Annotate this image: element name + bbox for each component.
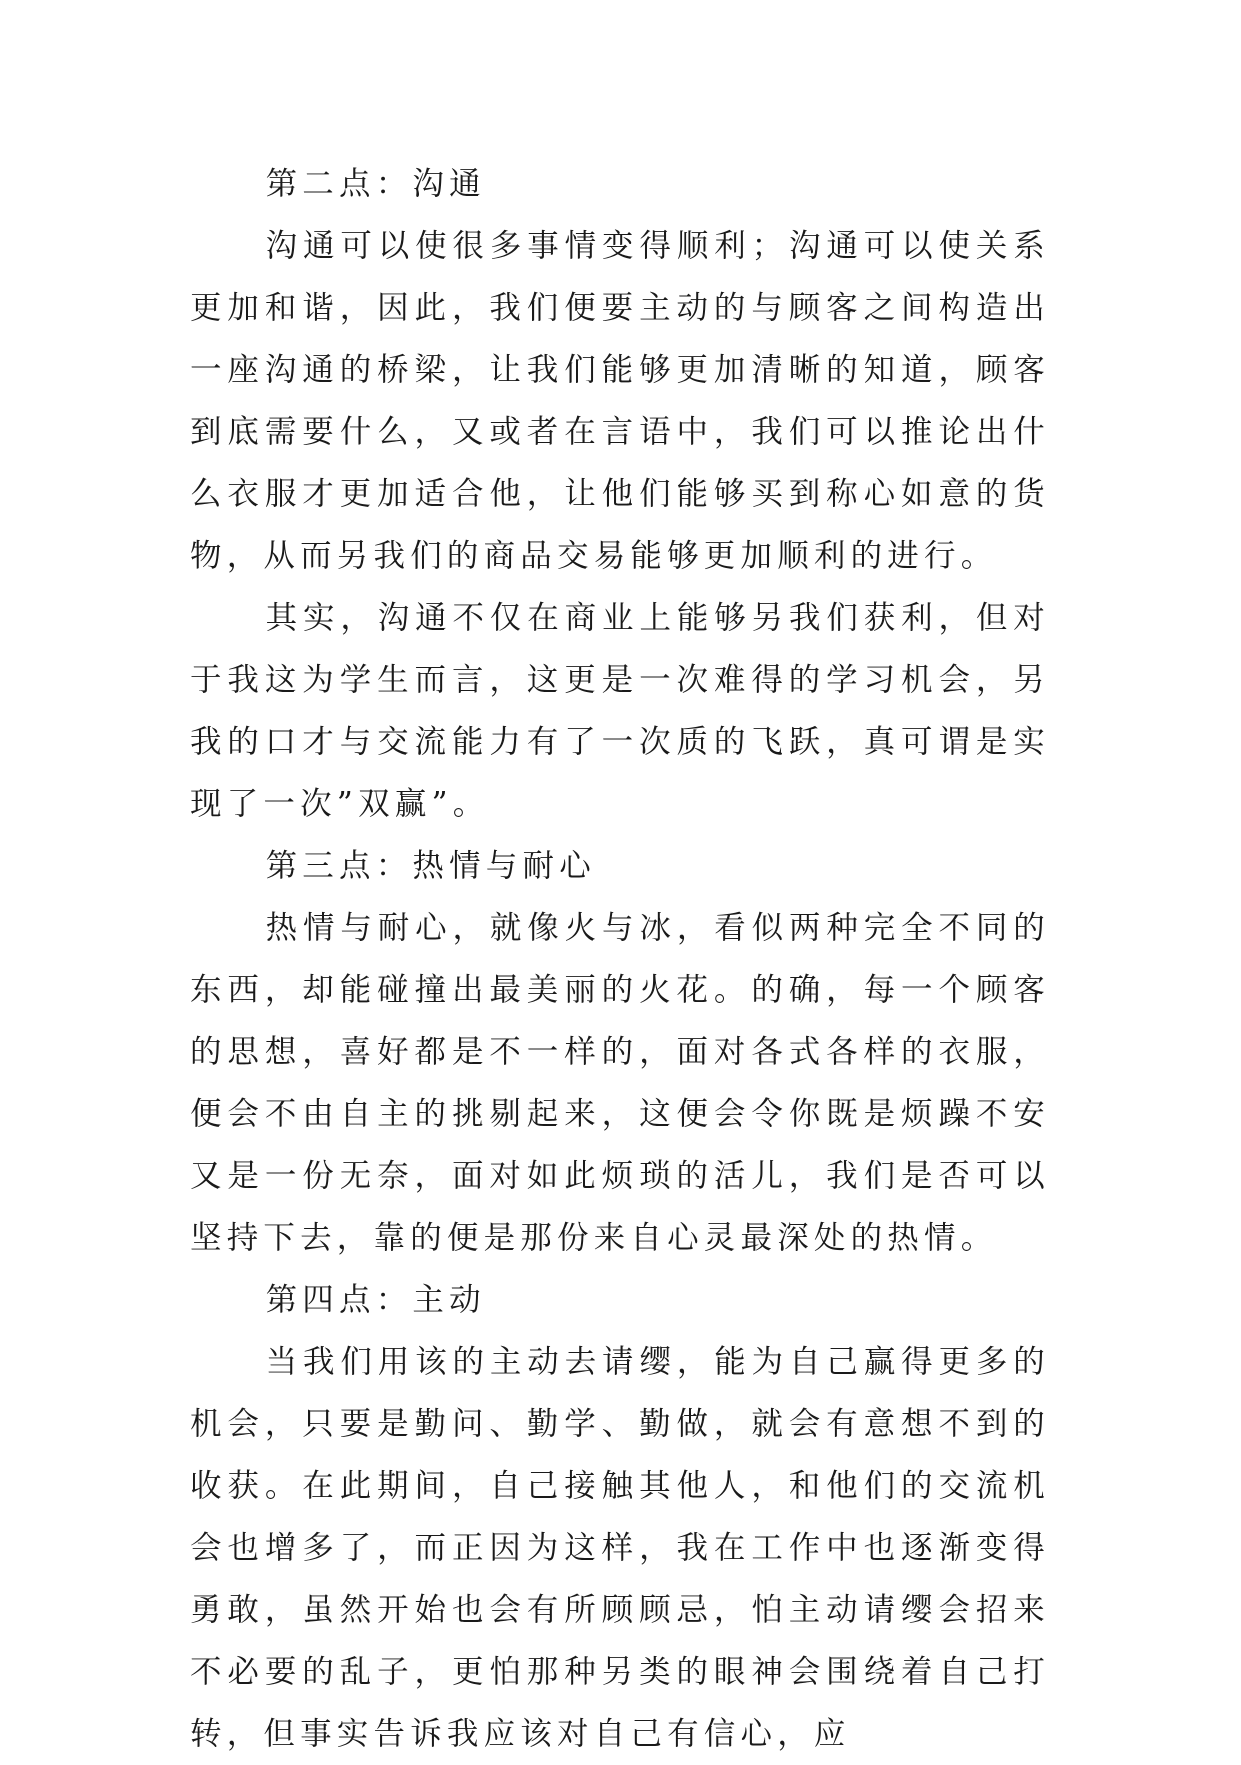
section-heading-communication: 第二点：沟通 [265, 166, 486, 202]
paragraph-communication-2: 其实，沟通不仅在商业上能够另我们获利，但对于我这为学生而言，这更是一次难得的学习机会，另我的口才与交流能力有了一次质的飞跃，真可谓是实现了一次”双赢”。 [190, 600, 1050, 822]
section-heading-enthusiasm-patience: 第三点：热情与耐心 [265, 848, 596, 884]
section-heading-initiative: 第四点：主动 [265, 1282, 486, 1318]
paragraph-communication-1: 沟通可以使很多事情变得顺利；沟通可以使关系更加和谐，因此，我们便要主动的与顾客之间构造出一座沟通的桥梁，让我们能够更加清晰的知道，顾客到底需要什么，又或者在言语中，我们可以推论出什么衣服才更加适合他，让他们能够买到称心如意的货物，从而另我们的商品交易能够更加顺利的进行。 [190, 228, 1050, 574]
paragraph-enthusiasm-patience: 热情与耐心，就像火与冰，看似两种完全不同的东西，却能碰撞出最美丽的火花。的确，每一个顾客的思想，喜好都是不一样的，面对各式各样的衣服，便会不由自主的挑剔起来，这便会令你既是烦躁不安又是一份无奈，面对如此烦琐的活儿，我们是否可以坚持下去，靠的便是那份来自心灵最深处的热情。 [190, 910, 1050, 1256]
document-body [190, 153, 1050, 1765]
paragraph-initiative: 当我们用该的主动去请缨，能为自己赢得更多的机会，只要是勤问、勤学、勤做，就会有意想不到的收获。在此期间，自己接触其他人，和他们的交流机会也增多了，而正因为这样，我在工作中也逐渐变得勇敢，虽然开始也会有所顾顾忌，怕主动请缨会招来不必要的乱子，更怕那种另类的眼神会围绕着自己打转，但事实告诉我应该对自己有信心，应 [190, 1344, 1050, 1752]
